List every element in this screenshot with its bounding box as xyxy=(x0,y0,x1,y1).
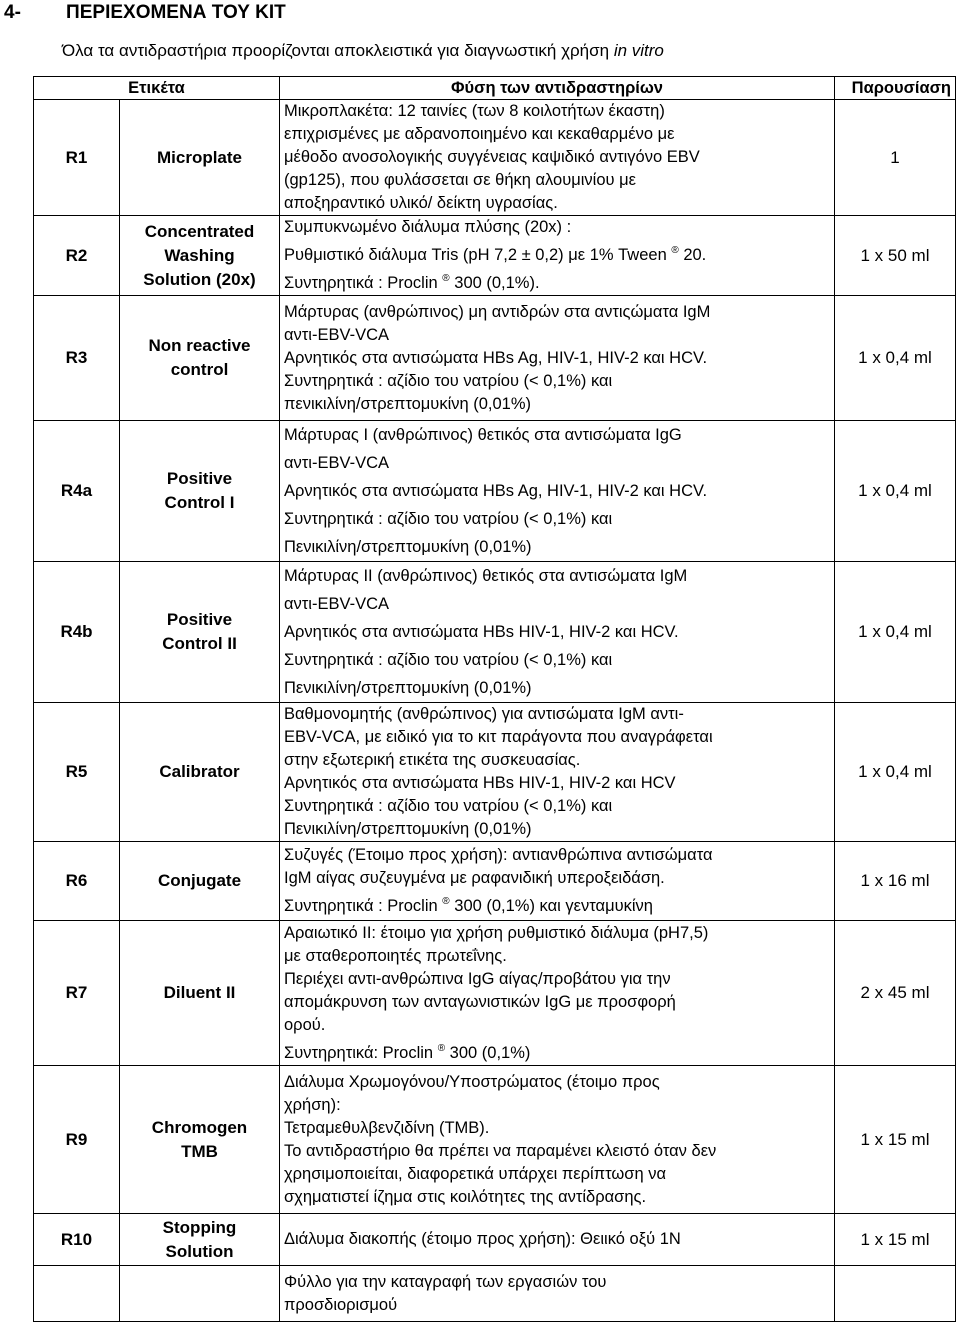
description-line: Συντηρητικά: Proclin ® 300 (0,1%) xyxy=(284,1042,531,1062)
table-row xyxy=(34,296,956,421)
registered-mark: ® xyxy=(442,896,450,907)
table-row xyxy=(34,921,956,1066)
kit-contents-table xyxy=(33,76,956,1322)
reagent-code: R3 xyxy=(34,296,120,421)
description-line: Αραιωτικό II: έτοιμο για χρήση ρυθμιστικό διάλυμα (pH7,5) xyxy=(284,923,709,942)
description-line: Περιέχει αντι-ανθρώπινα IgG αίγας/προβάτου για την xyxy=(284,969,671,988)
description-line: επιχρισμένες με αδρανοποιημένο και κεκαθαρμένο με xyxy=(284,125,675,143)
reagent-label-line: Control I xyxy=(164,493,235,512)
reagent-presentation: 1 x 0,4 ml xyxy=(835,562,956,703)
reagent-code: R5 xyxy=(34,703,120,842)
reagent-presentation: 1 x 0,4 ml xyxy=(835,296,956,421)
reagent-label xyxy=(120,296,280,421)
description-line: ορού. xyxy=(284,1015,326,1034)
description-line: Διάλυμα διακοπής (έτοιμο προς χρήση): Θειικό οξύ 1N xyxy=(284,1230,681,1248)
table-row xyxy=(34,1266,956,1322)
header-label: Ετικέτα xyxy=(34,77,280,100)
description-line: απομάκρυνση των ανταγωνιστικών IgG με προσφορή xyxy=(284,992,676,1011)
description-line: Αρνητικός στα αντισώματα HBs Ag, HIV-1, HIV-2 και HCV. xyxy=(284,482,708,500)
registered-mark: ® xyxy=(671,245,679,256)
reagent-description xyxy=(280,1266,835,1322)
description-line: EBV-VCA, με ειδικό για το κιτ παράγοντα που αναγράφεται xyxy=(284,728,713,746)
section-heading xyxy=(0,0,286,26)
description-line: Συντηρητικά : Proclin ® 300 (0,1%) και γενταμυκίνη xyxy=(284,896,653,915)
description-line: με σταθεροποιητές πρωτεΐνης. xyxy=(284,946,507,965)
description-line: Αρνητικός στα αντισώματα HBs Ag, HIV-1, HIV-2 και HCV. xyxy=(284,348,708,367)
reagent-presentation: 2 x 45 ml xyxy=(835,921,956,1066)
table-row xyxy=(34,100,956,216)
reagent-description xyxy=(280,562,835,703)
reagent-description xyxy=(280,842,835,921)
description-line: χρήση): xyxy=(284,1095,341,1114)
reagent-label-line: Washing xyxy=(164,245,235,265)
description-line: Συντηρητικά : Proclin ® 300 (0,1%). xyxy=(284,273,540,292)
table-row xyxy=(34,216,956,296)
description-line: Συζυγές (Έτοιμο προς χρήση): αντιανθρώπινα αντισώματα xyxy=(284,846,713,864)
description-line: Μάρτυρας (ανθρώπινος) μη αντιδρών στα αντιςώματα IgM xyxy=(284,302,711,321)
description-line: πενικιλίνη/στρεπτομυκίνη (0,01%) xyxy=(284,394,532,413)
reagent-label-line: Chromogen xyxy=(151,1117,248,1137)
description-line: Τετραμεθυλβενζιδίνη (TMB). xyxy=(284,1118,490,1137)
description-line: Αρνητικός στα αντισώματα HBs HIV-1, HIV-2 και HCV xyxy=(284,774,676,792)
intro-main: Όλα τα αντιδραστήρια προορίζονται αποκλειστικά για διαγνωστική χρήση xyxy=(62,41,614,60)
reagent-label-line: Stopping xyxy=(162,1217,237,1237)
header-presentation: Παρουσίαση xyxy=(835,77,956,100)
reagent-code: R1 xyxy=(34,100,120,216)
reagent-label-line: Conjugate xyxy=(157,871,242,890)
description-line: Το αντιδραστήριο θα πρέπει να παραμένει κλειστό όταν δεν xyxy=(284,1141,717,1160)
intro-italic: in vitro xyxy=(613,41,664,60)
reagent-presentation: 1 x 0,4 ml xyxy=(835,703,956,842)
reagent-label xyxy=(120,1066,280,1214)
description-line: Συντηρητικά : αζίδιο του νατρίου (< 0,1%) και xyxy=(284,797,613,815)
table-row xyxy=(34,562,956,703)
registered-mark: ® xyxy=(442,273,450,284)
description-line: Διάλυμα Χρωμογόνου/Υποστρώματος (έτοιμο προς xyxy=(284,1072,660,1091)
description-line: Συντηρητικά : αζίδιο του νατρίου (< 0,1%) και xyxy=(284,510,613,528)
reagent-description xyxy=(280,421,835,562)
description-line: Πενικιλίνη/στρεπτομυκίνη (0,01%) xyxy=(284,538,532,556)
description-line: αντι-EBV-VCA xyxy=(284,595,389,613)
reagent-label xyxy=(120,842,280,921)
reagent-code: R6 xyxy=(34,842,120,921)
reagent-code: R7 xyxy=(34,921,120,1066)
description-line: Πενικιλίνη/στρεπτομυκίνη (0,01%) xyxy=(284,820,532,838)
reagent-label-line: Positive xyxy=(166,469,233,488)
reagent-label-line: control xyxy=(170,360,229,379)
reagent-description xyxy=(280,216,835,296)
reagent-label xyxy=(120,921,280,1066)
reagent-label xyxy=(120,1214,280,1266)
reagent-presentation: 1 x 0,4 ml xyxy=(835,421,956,562)
reagent-label-line: Diluent II xyxy=(163,983,236,1002)
reagent-code: R10 xyxy=(34,1214,120,1266)
reagent-description xyxy=(280,100,835,216)
registered-mark: ® xyxy=(437,1042,446,1054)
description-line: (gp125), που φυλάσσεται σε θήκη αλουμινίου με xyxy=(284,171,636,189)
description-line: Συντηρητικά : αζίδιο του νατρίου (< 0,1%) και xyxy=(284,651,613,669)
reagent-presentation: 1 x 16 ml xyxy=(835,842,956,921)
reagent-code xyxy=(34,1266,120,1322)
description-line: μέθοδο ανοσολογικής συγγένειας καψιδικό αντιγόνο EBV xyxy=(284,148,700,166)
description-line: αντι-EBV-VCA xyxy=(284,325,389,344)
reagent-label xyxy=(120,703,280,842)
section-title: ΠΕΡΙΕΧΟΜΕΝΑ ΤΟΥ ΚΙΤ xyxy=(66,2,286,23)
description-line: Φύλλο για την καταγραφή των εργασιών του xyxy=(284,1272,607,1291)
description-line: Αρνητικός στα αντισώματα HBs HIV-1, HIV-2 και HCV. xyxy=(284,623,679,641)
description-line: προσδιορισμού xyxy=(284,1295,398,1314)
table-row xyxy=(34,703,956,842)
description-line: Βαθμονομητής (ανθρώπινος) για αντισώματα IgM αντι- xyxy=(284,705,684,723)
description-line: σχηματιστεί ίζημα στις κοιλότητες της αντίδρασης. xyxy=(284,1187,647,1206)
reagent-label-line: Solution xyxy=(165,1241,234,1261)
reagent-code: R2 xyxy=(34,216,120,296)
section-number: 4- xyxy=(4,2,21,23)
description-line: αντι-EBV-VCA xyxy=(284,454,389,472)
description-line: IgM αίγας συζευγμένα με ραφανιδική υπεροξειδάση. xyxy=(284,869,665,887)
table-row xyxy=(34,1214,956,1266)
reagent-presentation: 1 xyxy=(835,100,956,216)
description-line: στην εξωτερική ετικέτα της συσκευασίας. xyxy=(284,751,581,769)
reagent-description xyxy=(280,921,835,1066)
description-line: χρησιμοποιείται, διαφορετικά υπάρχει περίπτωση να xyxy=(284,1164,666,1183)
description-line: Μάρτυρας I (ανθρώπινος) θετικός στα αντισώματα IgG xyxy=(284,426,682,444)
description-line: Μικροπλακέτα: 12 ταινίες (των 8 κοιλοτήτων έκαστη) xyxy=(284,102,665,120)
reagent-code: R4a xyxy=(34,421,120,562)
reagent-label xyxy=(120,216,280,296)
reagent-label xyxy=(120,1266,280,1322)
description-line: αποξηραντικό υλικό/ δείκτη υγρασίας. xyxy=(284,194,558,212)
header-nature: Φύση των αντιδραστηρίων xyxy=(280,77,835,100)
reagent-label-line: TMB xyxy=(181,1141,218,1161)
table-row xyxy=(34,842,956,921)
reagent-label-line: Microplate xyxy=(156,147,243,167)
table-row xyxy=(34,421,956,562)
reagent-description xyxy=(280,296,835,421)
reagent-label-line: Concentrated xyxy=(144,221,255,241)
reagent-code: R9 xyxy=(34,1066,120,1214)
reagent-presentation: 1 x 50 ml xyxy=(835,216,956,296)
reagent-presentation: 1 x 15 ml xyxy=(835,1066,956,1214)
description-line: Πενικιλίνη/στρεπτομυκίνη (0,01%) xyxy=(284,679,532,697)
reagent-presentation: 1 x 15 ml xyxy=(835,1214,956,1266)
reagent-label xyxy=(120,562,280,703)
description-line: Συντηρητικά : αζίδιο του νατρίου (< 0,1%) και xyxy=(284,371,613,390)
description-line: Μάρτυρας II (ανθρώπινος) θετικός στα αντισώματα IgM xyxy=(284,567,688,585)
reagent-presentation xyxy=(835,1266,956,1322)
reagent-label xyxy=(120,421,280,562)
reagent-label-line: Positive xyxy=(166,610,233,629)
table-row xyxy=(34,1066,956,1214)
reagent-label-line: Solution (20x) xyxy=(143,269,256,289)
reagent-description xyxy=(280,703,835,842)
reagent-label xyxy=(120,100,280,216)
reagent-label-line: Control II xyxy=(162,634,237,653)
description-line: Συμπυκνωμένο διάλυμα πλύσης (20x) : xyxy=(284,218,572,236)
reagent-description xyxy=(280,1214,835,1266)
reagent-label-line: Non reactive xyxy=(148,336,251,355)
table-header-row xyxy=(34,77,956,100)
intro-text xyxy=(62,40,664,62)
description-line: Ρυθμιστικό διάλυμα Tris (pH 7,2 ± 0,2) με 1% Tween ® 20. xyxy=(284,245,707,264)
reagent-label-line: Calibrator xyxy=(159,762,240,781)
reagent-code: R4b xyxy=(34,562,120,703)
reagent-description xyxy=(280,1066,835,1214)
